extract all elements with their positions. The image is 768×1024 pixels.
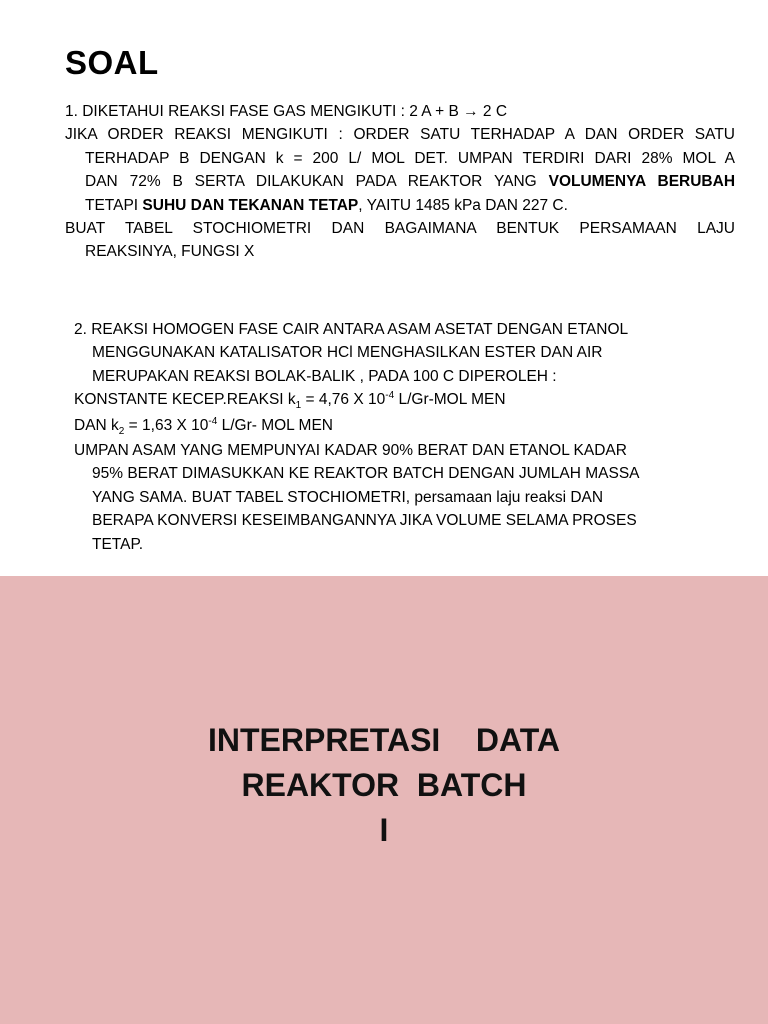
q1-line-6: BUAT TABEL STOCHIOMETRI DAN BAGAIMANA BENTUK PERSAMAAN LAJU xyxy=(65,220,735,238)
q2-line-7: 95% BERAT DIMASUKKAN KE REAKTOR BATCH DENGAN JUMLAH MASSA xyxy=(92,465,640,483)
q1-line-7: REAKSINYA, FUNGSI X xyxy=(85,243,255,261)
q1-line-5-bold: SUHU DAN TEKANAN TETAP xyxy=(142,196,359,214)
k2-unit: L/Gr- MOL MEN xyxy=(217,416,333,434)
q1-line-2: JIKA ORDER REAKSI MENGIKUTI : ORDER SATU TERHADAP A DAN ORDER SATU xyxy=(65,126,735,144)
q2-k2-line xyxy=(74,414,714,437)
q2-line-6: UMPAN ASAM YANG MEMPUNYAI KADAR 90% BERAT DAN ETANOL KADAR xyxy=(74,442,627,460)
section-title-line-2: REAKTOR BATCH xyxy=(241,767,527,803)
k2-subscript: 2 xyxy=(118,425,125,437)
k1-prefix: KONSTANTE KECEP.REAKSI k xyxy=(74,391,296,409)
section-title-line-1: INTERPRETASI DATA xyxy=(208,722,560,758)
section-title xyxy=(0,718,768,853)
q2-line-2: MENGGUNAKAN KATALISATOR HCl MENGHASILKAN ESTER DAN AIR xyxy=(92,344,603,362)
slide-title: SOAL xyxy=(65,44,159,81)
q2-k1-line xyxy=(74,388,714,411)
q1-line-4-text: DAN 72% B SERTA DILAKUKAN PADA REAKTOR YANG xyxy=(85,173,549,191)
question-2 xyxy=(74,318,714,556)
k1-value: = 4,76 X 10 xyxy=(301,391,386,409)
q1-line-4 xyxy=(65,170,735,193)
section-title-line-3: I xyxy=(379,812,389,848)
q1-line-5-text: TETAPI xyxy=(85,196,143,214)
k2-value: = 1,63 X 10 xyxy=(124,416,209,434)
question-1 xyxy=(65,100,735,264)
q1-line-3: TERHADAP B DENGAN k = 200 L/ MOL DET. UMPAN TERDIRI DARI 28% MOL A xyxy=(85,149,735,167)
q2-line-1: 2. REAKSI HOMOGEN FASE CAIR ANTARA ASAM ASETAT DENGAN ETANOL xyxy=(74,321,629,338)
q1-line-1: 1. DIKETAHUI REAKSI FASE GAS MENGIKUTI : 2 A + B → 2 C xyxy=(65,103,508,120)
q1-line-4-bold: VOLUMENYA BERUBAH xyxy=(548,173,736,191)
q2-line-10: TETAP. xyxy=(92,535,144,553)
q1-line-5 xyxy=(65,194,735,217)
k1-exponent: -4 xyxy=(385,390,395,402)
q1-line-5-tail: , YAITU 1485 kPa DAN 227 C. xyxy=(358,196,568,214)
k2-prefix: DAN k xyxy=(74,416,119,434)
k1-unit: L/Gr-MOL MEN xyxy=(394,391,506,409)
q2-line-8: YANG SAMA. BUAT TABEL STOCHIOMETRI, persamaan laju reaksi DAN xyxy=(92,488,604,506)
q2-line-9: BERAPA KONVERSI KESEIMBANGANNYA JIKA VOLUME SELAMA PROSES xyxy=(92,512,637,530)
k1-subscript: 1 xyxy=(295,400,302,412)
k2-exponent: -4 xyxy=(208,415,218,427)
q2-line-3: MERUPAKAN REAKSI BOLAK-BALIK , PADA 100 C DIPEROLEH : xyxy=(92,367,557,385)
